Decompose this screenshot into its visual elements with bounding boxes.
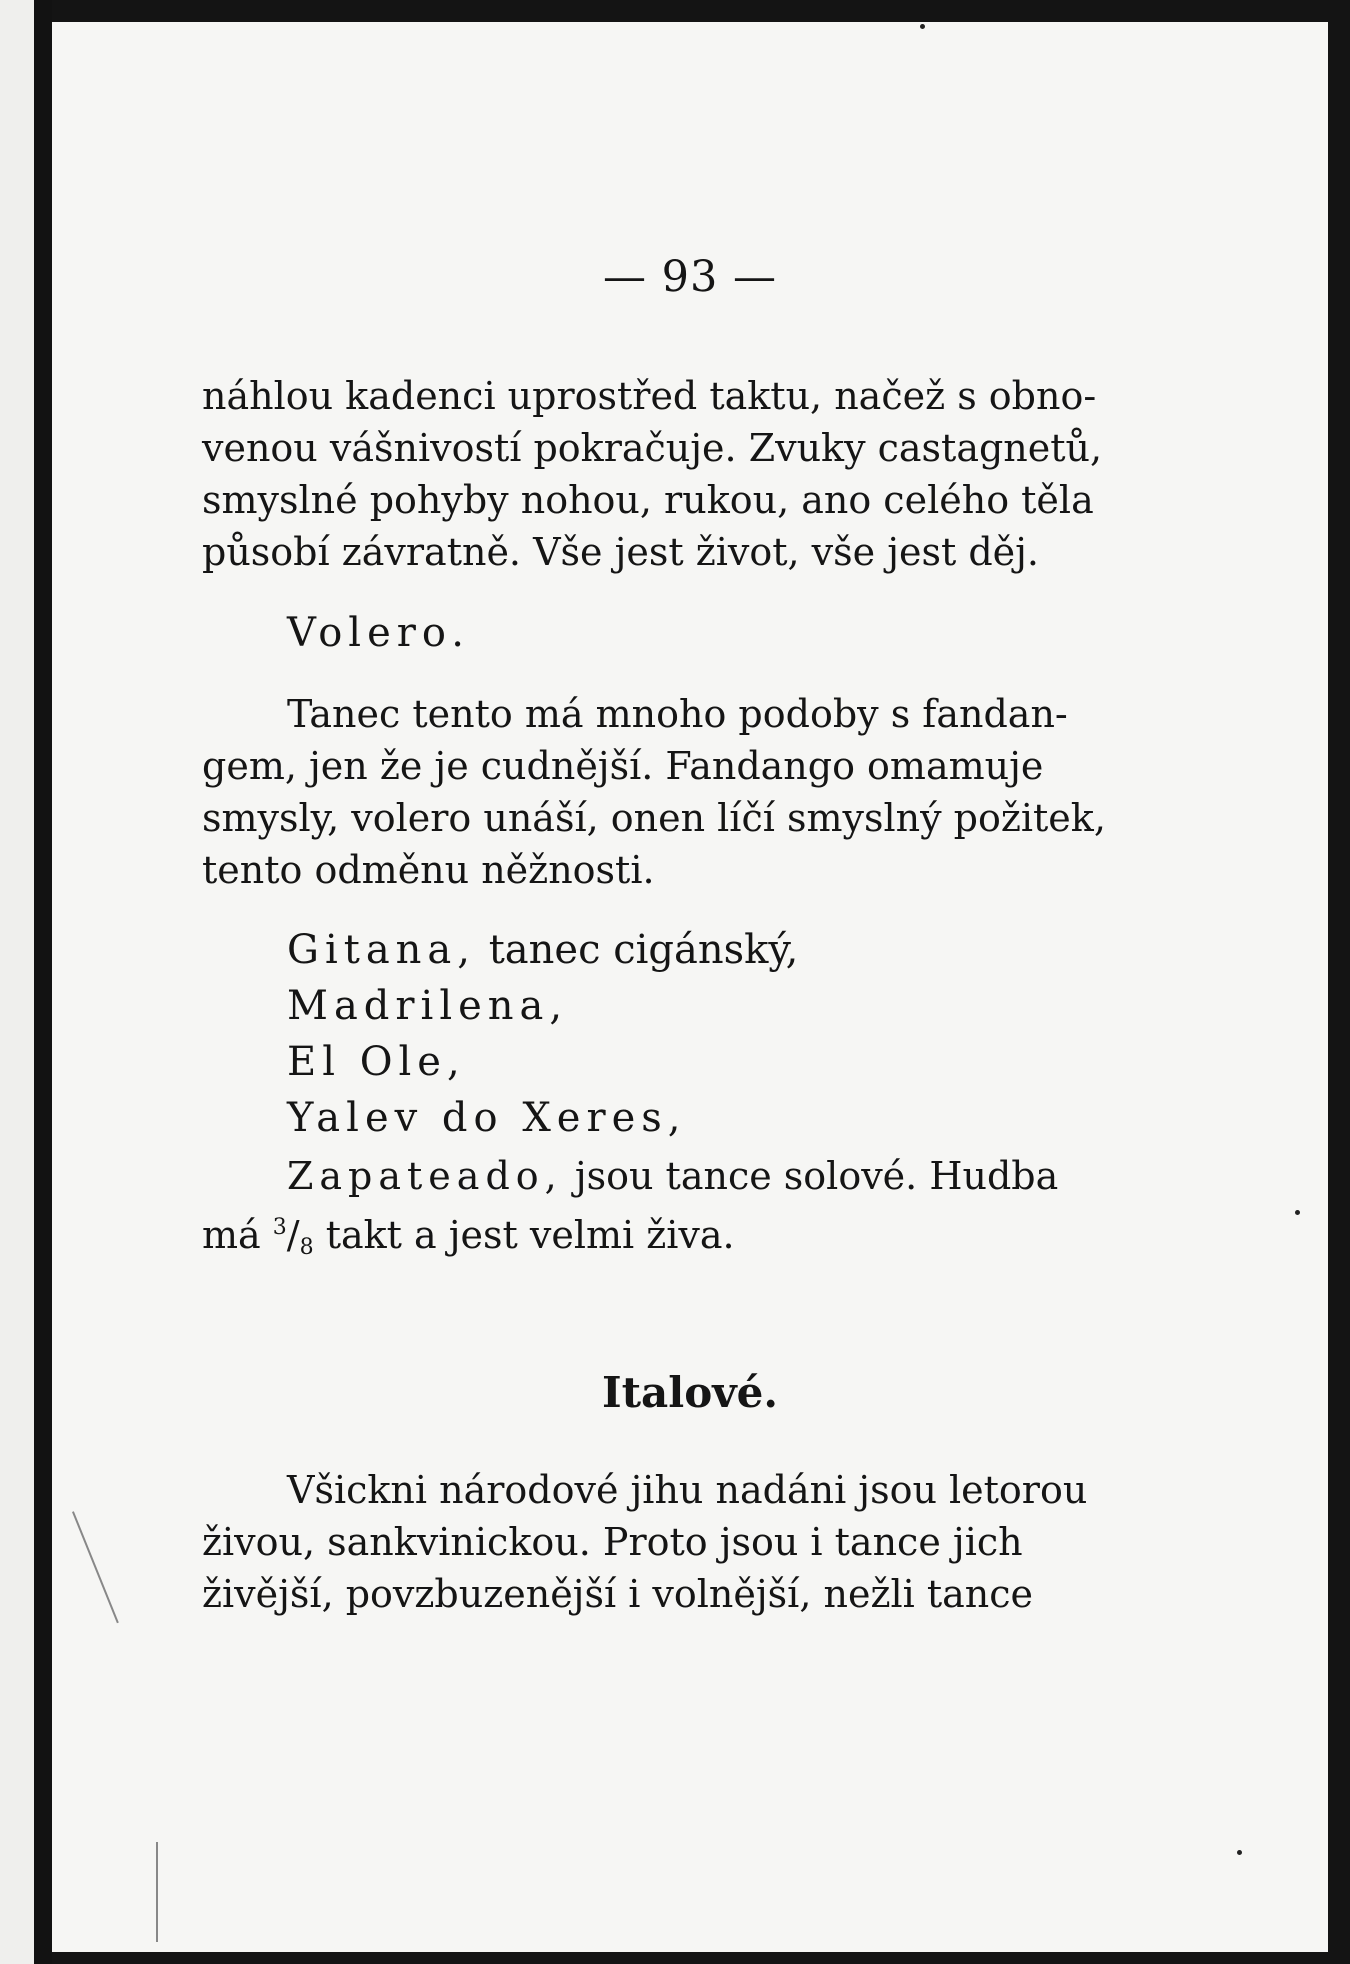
text-line: smyslné pohyby nohou, rukou, ano celého těla [202, 478, 1094, 522]
text-fragment: takt a jest velmi živa. [325, 1213, 735, 1257]
text-line: Tanec tento má mnoho podoby s fandan- [287, 692, 1068, 736]
adjacent-page-edge [0, 0, 34, 1964]
book-gutter [34, 0, 52, 1964]
paragraph-volero [202, 688, 1162, 896]
text-line: živou, sankvinickou. Proto jsou i tance jich [202, 1520, 1023, 1564]
paper-scratch [72, 1511, 119, 1623]
print-speck [1295, 1210, 1300, 1215]
text-line: venou vášnivostí pokračuje. Zvuky castagnetů, [202, 426, 1103, 470]
text-fragment: jsou tance solové. Hudba [574, 1154, 1059, 1198]
print-speck [920, 24, 925, 29]
dance-note: tanec cigánský, [488, 927, 799, 973]
text-line: působí závratně. Vše jest život, vše jest děj. [202, 530, 1040, 574]
fraction-numerator: 3 [272, 1215, 287, 1240]
dance-name: Gitana, [287, 927, 476, 973]
dance-list [287, 922, 798, 1146]
page-number: — 93 — [602, 252, 778, 302]
list-item: Yalev do Xeres, [287, 1095, 687, 1141]
list-item: El Ole, [287, 1039, 466, 1085]
text-line: Všickni národové jihu nadáni jsou letorou [287, 1468, 1088, 1512]
text-line: má $^3/_8$ takt a jest velmi živa. [202, 1213, 735, 1260]
text-line [202, 1150, 1162, 1202]
page-sheet [52, 22, 1328, 1952]
text-line: živější, povzbuzenější i volnější, nežli tance [202, 1572, 1034, 1616]
list-item: Madrilena, [287, 983, 569, 1029]
paragraph-fandango-end [202, 370, 1162, 578]
page-text [52, 22, 1328, 1952]
paragraph-zapateado [202, 1150, 1162, 1274]
print-speck [1237, 1850, 1242, 1855]
text-line: náhlou kadenci uprostřed taktu, načež s obno- [202, 374, 1097, 418]
text-line: gem, jen že je cudnější. Fandango omamuje [202, 744, 1044, 788]
text-line: smysly, volero unáší, onen líčí smyslný požitek, [202, 796, 1106, 840]
paragraph-italians [202, 1464, 1162, 1620]
list-item [287, 922, 798, 978]
text-fragment: má [202, 1213, 261, 1257]
dance-name: Zapateado, [287, 1154, 563, 1198]
fraction-denominator: 8 [299, 1235, 314, 1260]
dance-heading-volero: Volero. [287, 610, 470, 656]
section-heading: Italové. [602, 1368, 778, 1417]
text-line: tento odměnu něžnosti. [202, 848, 655, 892]
paper-scratch [156, 1842, 158, 1942]
